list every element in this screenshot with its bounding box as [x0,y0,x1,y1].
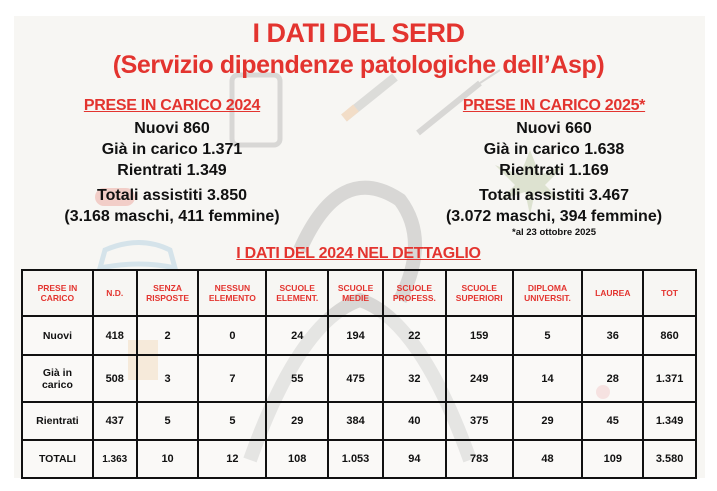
cell: 29 [513,402,583,440]
cell: 5 [513,316,583,355]
cell: 375 [446,402,513,440]
cell: 1.053 [328,440,383,478]
cell: 94 [383,440,446,478]
header-scuole-medie: SCUOLE MEDIE [328,270,383,316]
summary-2025-footnote: *al 23 ottobre 2025 [512,227,596,238]
summary-2025 [396,97,712,238]
cell: 249 [446,355,513,402]
summary-2024-genere: (3.168 maschi, 411 femmine) [64,208,280,225]
detail-table [21,269,697,479]
summary-2024-gia-in-carico: Già in carico 1.371 [101,141,243,158]
cell: 159 [446,316,513,355]
cell: 14 [513,355,583,402]
header-tot: TOT [643,270,696,316]
header-nessun-elemento: NESSUN ELEMENTO [198,270,266,316]
cell: 55 [266,355,328,402]
cell: 1.349 [643,402,696,440]
header-scuole-superiori: SCUOLE SUPERIORI [446,270,513,316]
cell: 508 [93,355,137,402]
summary-2025-rientrati: Rientrati 1.169 [499,162,609,179]
cell: 10 [137,440,199,478]
table-row [22,316,696,355]
summary-2024-totali: Totali assistiti 3.850 [97,187,247,204]
cell: 418 [93,316,137,355]
summary-2025-heading: PRESE IN CARICO 2025* [462,97,646,114]
summary-2024-rientrati: Rientrati 1.349 [117,162,227,179]
header-scuole-element: SCUOLE ELEMENT. [266,270,328,316]
header-laurea: LAUREA [582,270,643,316]
summary-2025-totali: Totali assistiti 3.467 [479,187,629,204]
table-header-row [22,270,696,316]
cell: 24 [266,316,328,355]
cell: 384 [328,402,383,440]
header-prese-in-carico: PRESE IN CARICO [22,270,93,316]
header-nd: N.D. [93,270,137,316]
header-senza-risposte: SENZA RISPOSTE [137,270,199,316]
header-scuole-profess: SCUOLE PROFESS. [383,270,446,316]
cell: 12 [198,440,266,478]
summary-2024-heading: PRESE IN CARICO 2024 [83,97,261,114]
cell: 0 [198,316,266,355]
table-row [22,355,696,402]
page-subtitle: (Servizio dipendenze patologiche dell’Asp) [112,51,605,79]
row-label: Già in carico [22,355,93,402]
header-diploma-universit: DIPLOMA UNIVERSIT. [513,270,583,316]
cell: 5 [198,402,266,440]
cell: 109 [582,440,643,478]
cell: 3.580 [643,440,696,478]
cell: 437 [93,402,137,440]
table-row-totals [22,440,696,478]
cell: 1.363 [93,440,137,478]
summary-2025-gia-in-carico: Già in carico 1.638 [483,141,625,158]
cell: 45 [582,402,643,440]
cigarette-icon [344,77,395,118]
cell: 783 [446,440,513,478]
cell: 5 [137,402,199,440]
cell: 194 [328,316,383,355]
cell: 28 [582,355,643,402]
cell: 32 [383,355,446,402]
row-label: TOTALI [22,440,93,478]
cell: 22 [383,316,446,355]
summary-2024 [14,97,330,227]
row-label: Nuovi [22,316,93,355]
summary-2025-genere: (3.072 maschi, 394 femmine) [445,208,663,225]
summary-2024-nuovi: Nuovi 860 [134,120,210,137]
cell: 7 [198,355,266,402]
detail-heading: I DATI DEL 2024 NEL DETTAGLIO [236,245,481,262]
table-row [22,402,696,440]
cell: 36 [582,316,643,355]
page-title: I DATI DEL SERD [252,18,465,48]
cell: 860 [643,316,696,355]
cell: 3 [137,355,199,402]
cell: 108 [266,440,328,478]
row-label: Rientrati [22,402,93,440]
cell: 475 [328,355,383,402]
cell: 48 [513,440,583,478]
cell: 29 [266,402,328,440]
cell: 2 [137,316,199,355]
cell: 1.371 [643,355,696,402]
summary-2025-nuovi: Nuovi 660 [516,120,592,137]
cell: 40 [383,402,446,440]
